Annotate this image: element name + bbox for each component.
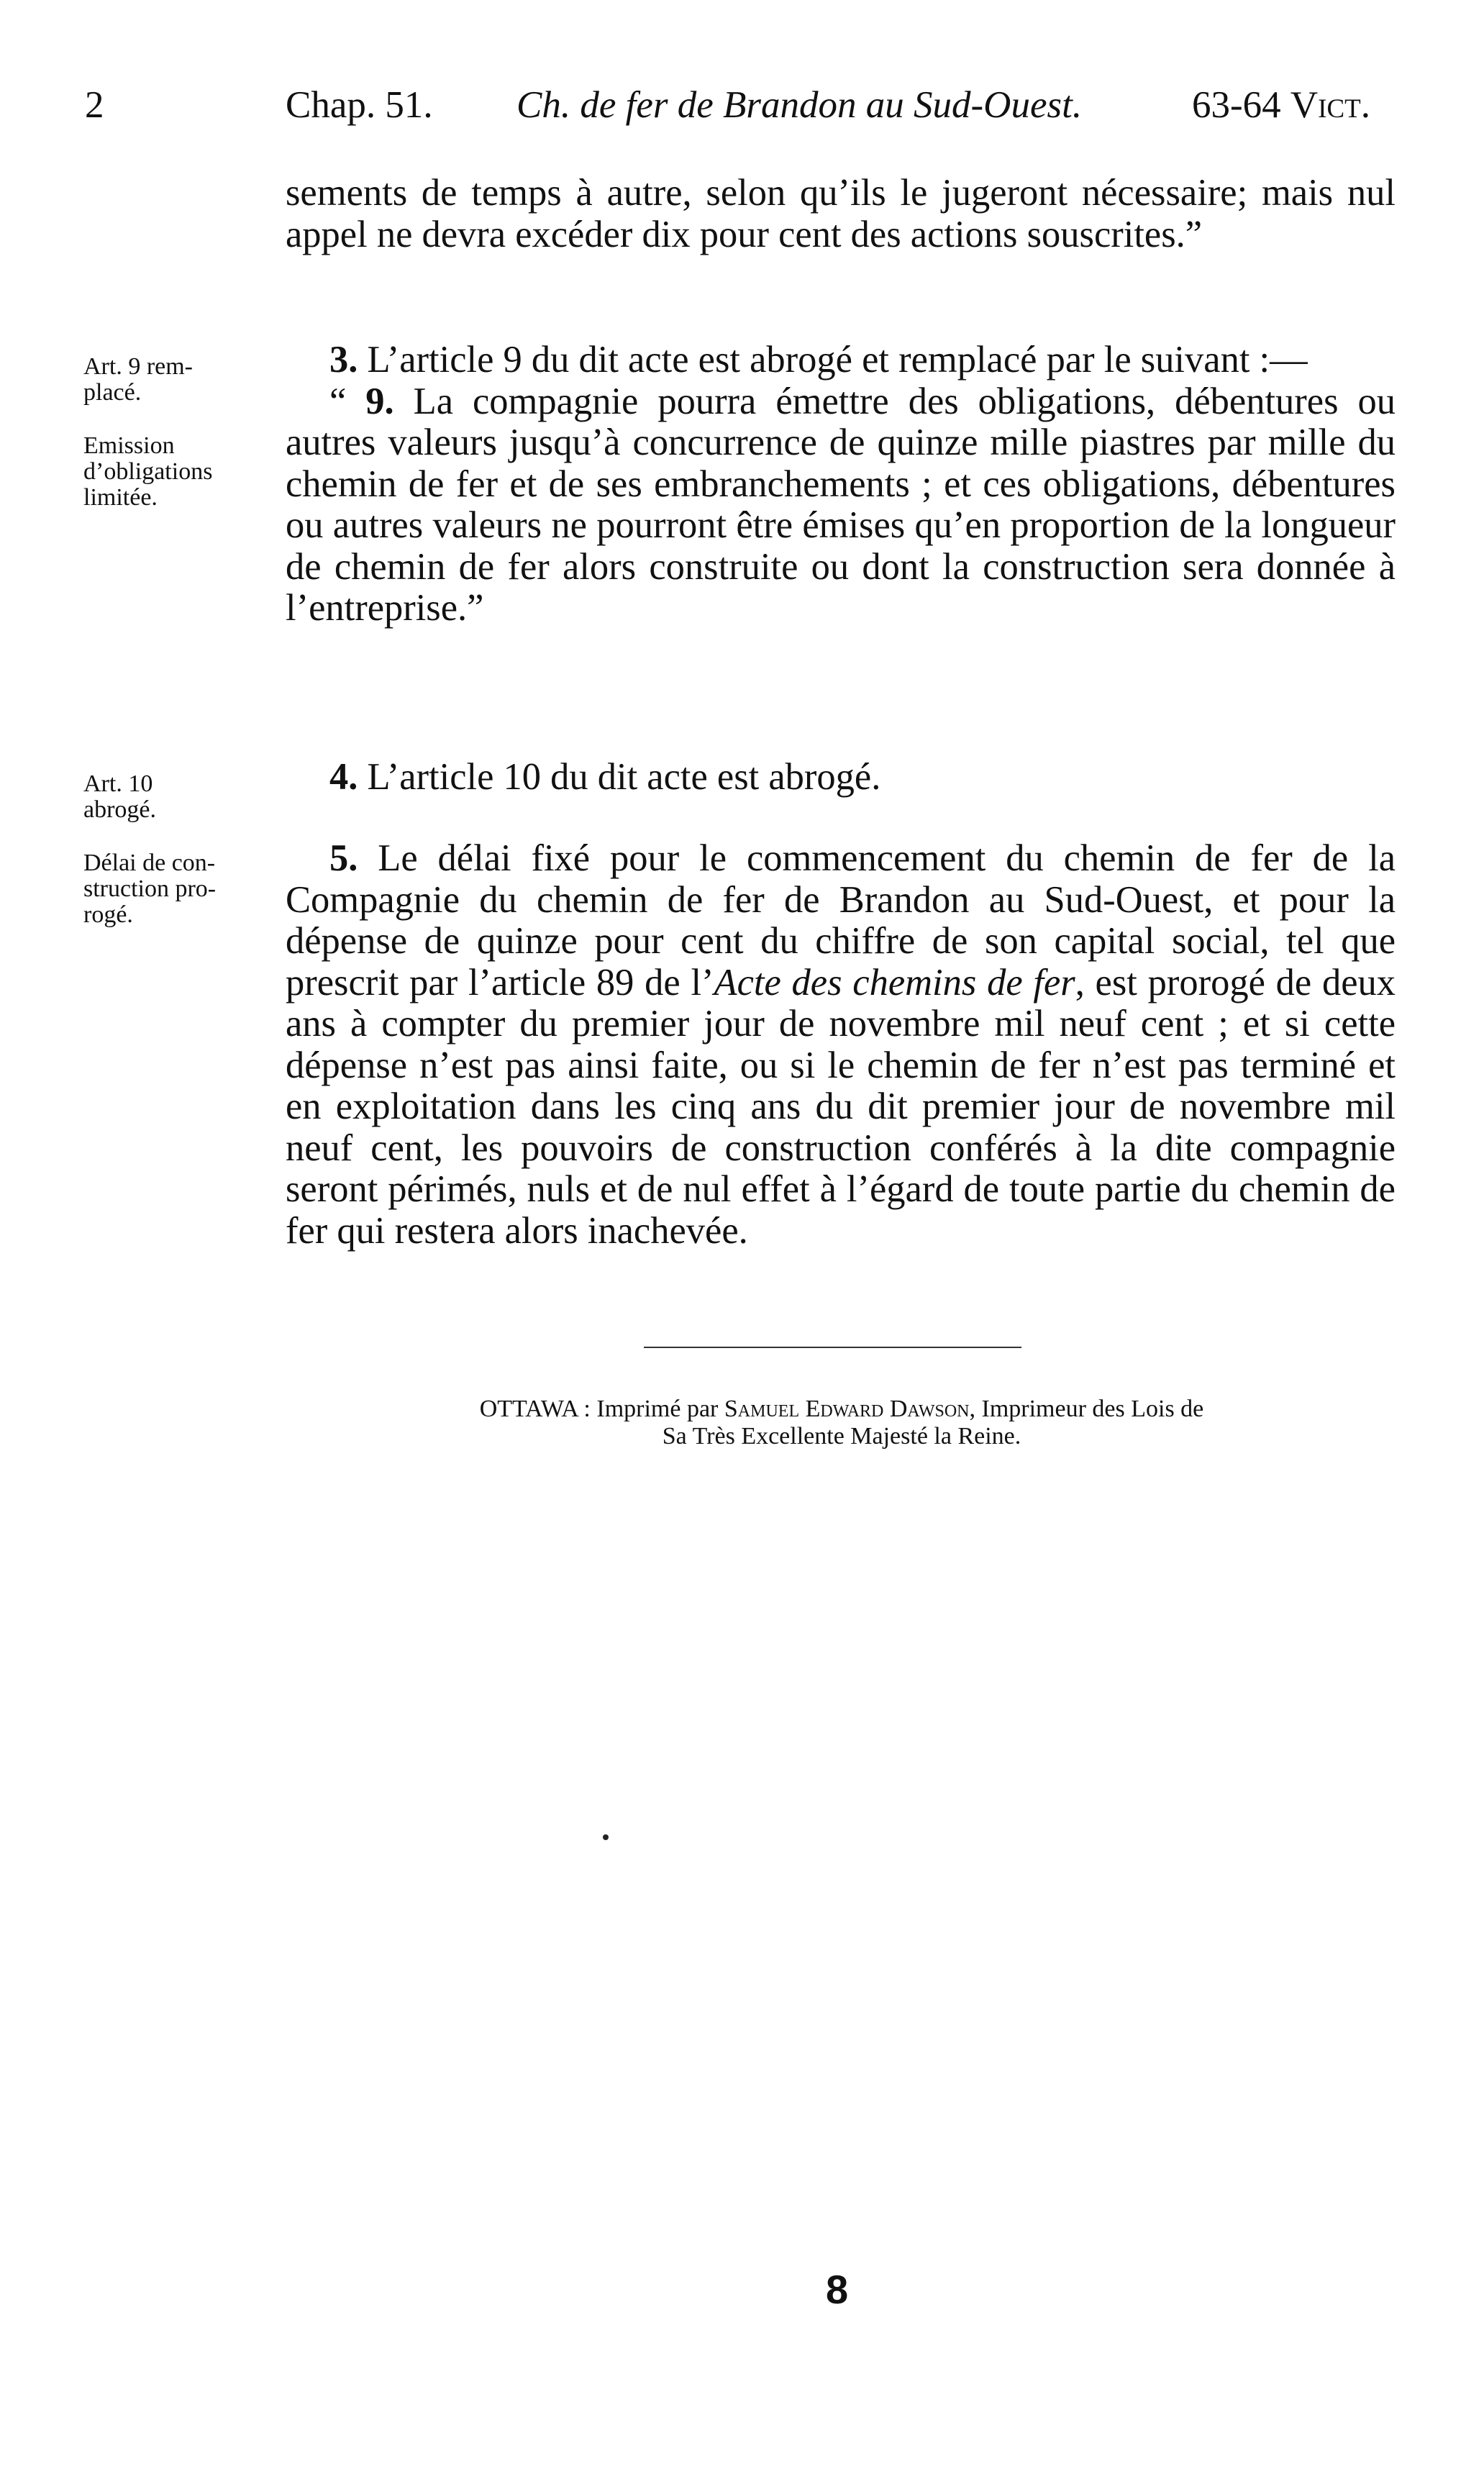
- margin-note-art10: [83, 771, 274, 823]
- margin-note-line: struction pro-: [83, 875, 217, 902]
- regnal-year-number: 63-64: [1192, 84, 1281, 126]
- imprint: [288, 1396, 1396, 1450]
- section-3-text: L’article 9 du dit acte est abrogé et remplacé par le suivant :—: [367, 339, 1308, 381]
- separator-rule: [644, 1347, 1021, 1348]
- section-9-number: 9.: [365, 380, 394, 422]
- printer-title: , Imprimeur des Lois de: [969, 1396, 1204, 1422]
- section-3-number: 3.: [329, 339, 358, 381]
- signature-number: 8: [826, 2267, 849, 2312]
- margin-note-line: placé.: [83, 379, 142, 406]
- margin-note-line: rogé.: [83, 901, 133, 928]
- printer-name: Samuel Edward Dawson: [724, 1396, 970, 1422]
- body-continuation: [286, 173, 1396, 255]
- margin-note-line: limitée.: [83, 484, 158, 511]
- section-5: [286, 838, 1396, 1252]
- section-3: [286, 340, 1396, 629]
- margin-note-line: abrogé.: [83, 796, 157, 823]
- section-5-text-a: Le délai fixé pour le commencement du chemin de fer de la Compagnie du chemin de fer de Brandon au Sud-Ouest, et pour la dépense de quinze pour cent du chiffre de son capital social, tel que prescrit par l’article 89 de l’: [286, 837, 1396, 1004]
- margin-note-emission: [83, 433, 274, 511]
- margin-note-line: Emission: [83, 432, 175, 459]
- section-4: [286, 757, 1396, 798]
- margin-note-line: Art. 10: [83, 770, 153, 797]
- quote-open: “: [329, 380, 347, 422]
- margin-note-line: Art. 9 rem-: [83, 353, 194, 380]
- section-9-text: La compagnie pourra émettre des obligations, débentures ou autres valeurs jusqu’à concurrence de quinze mille piastres par mille du chemin de fer et de ses embranchements ; et ces obligations, débentures ou autres valeurs ne pourront être émises qu’en proportion de la longueur de chemin de fer alors construite ou dont la construction sera donnée à l’entreprise.”: [286, 380, 1396, 629]
- section-5-text-b: , est prorogé de deux ans à compter du premier jour de novembre mil neuf cent ; et si cette dépense n’est pas ainsi faite, ou si le chemin de fer n’est pas terminé et en exploitation dans les cinq ans du dit premier jour de novembre mil neuf cent, les pouvoirs de construction conférés à la dite compagnie seront périmés, nuls et de nul effet à l’égard de toute partie du chemin de fer qui restera alors inachevée.: [286, 961, 1396, 1252]
- imprint-line-2: Sa Très Excellente Majesté la Reine.: [662, 1423, 1021, 1450]
- imprint-line-1: [288, 1396, 1396, 1423]
- section-4-paragraph: [286, 757, 1396, 798]
- section-9-paragraph: [286, 381, 1396, 629]
- imprint-place: OTTAWA :: [479, 1396, 591, 1422]
- section-5-paragraph: [286, 838, 1396, 1252]
- margin-note-line: d’obligations: [83, 458, 213, 485]
- continuation-paragraph: sements de temps à autre, selon qu’ils le jugeront nécessaire; mais nul appel ne devra excéder dix pour cent des actions souscrites.”: [286, 172, 1396, 255]
- regnal-year: [1192, 83, 1370, 127]
- section-3-paragraph: [286, 340, 1396, 381]
- reign-name: Vict.: [1290, 84, 1371, 126]
- imprint-printed-by: Imprimé par: [596, 1396, 719, 1422]
- stray-dot: [603, 1834, 609, 1840]
- section-4-number: 4.: [329, 756, 358, 798]
- chapter-number: Chap. 51.: [286, 84, 433, 126]
- section-4-text: L’article 10 du dit acte est abrogé.: [367, 756, 881, 798]
- margin-note-line: Délai de con-: [83, 850, 216, 876]
- running-title: Ch. de fer de Brandon au Sud-Ouest.: [516, 84, 1083, 126]
- section-5-number: 5.: [329, 837, 358, 879]
- page-number: 2: [85, 84, 104, 126]
- railway-act-title: Acte des chemins de fer: [714, 961, 1075, 1004]
- margin-note-delai: [83, 850, 274, 928]
- margin-note-art9: [83, 354, 274, 406]
